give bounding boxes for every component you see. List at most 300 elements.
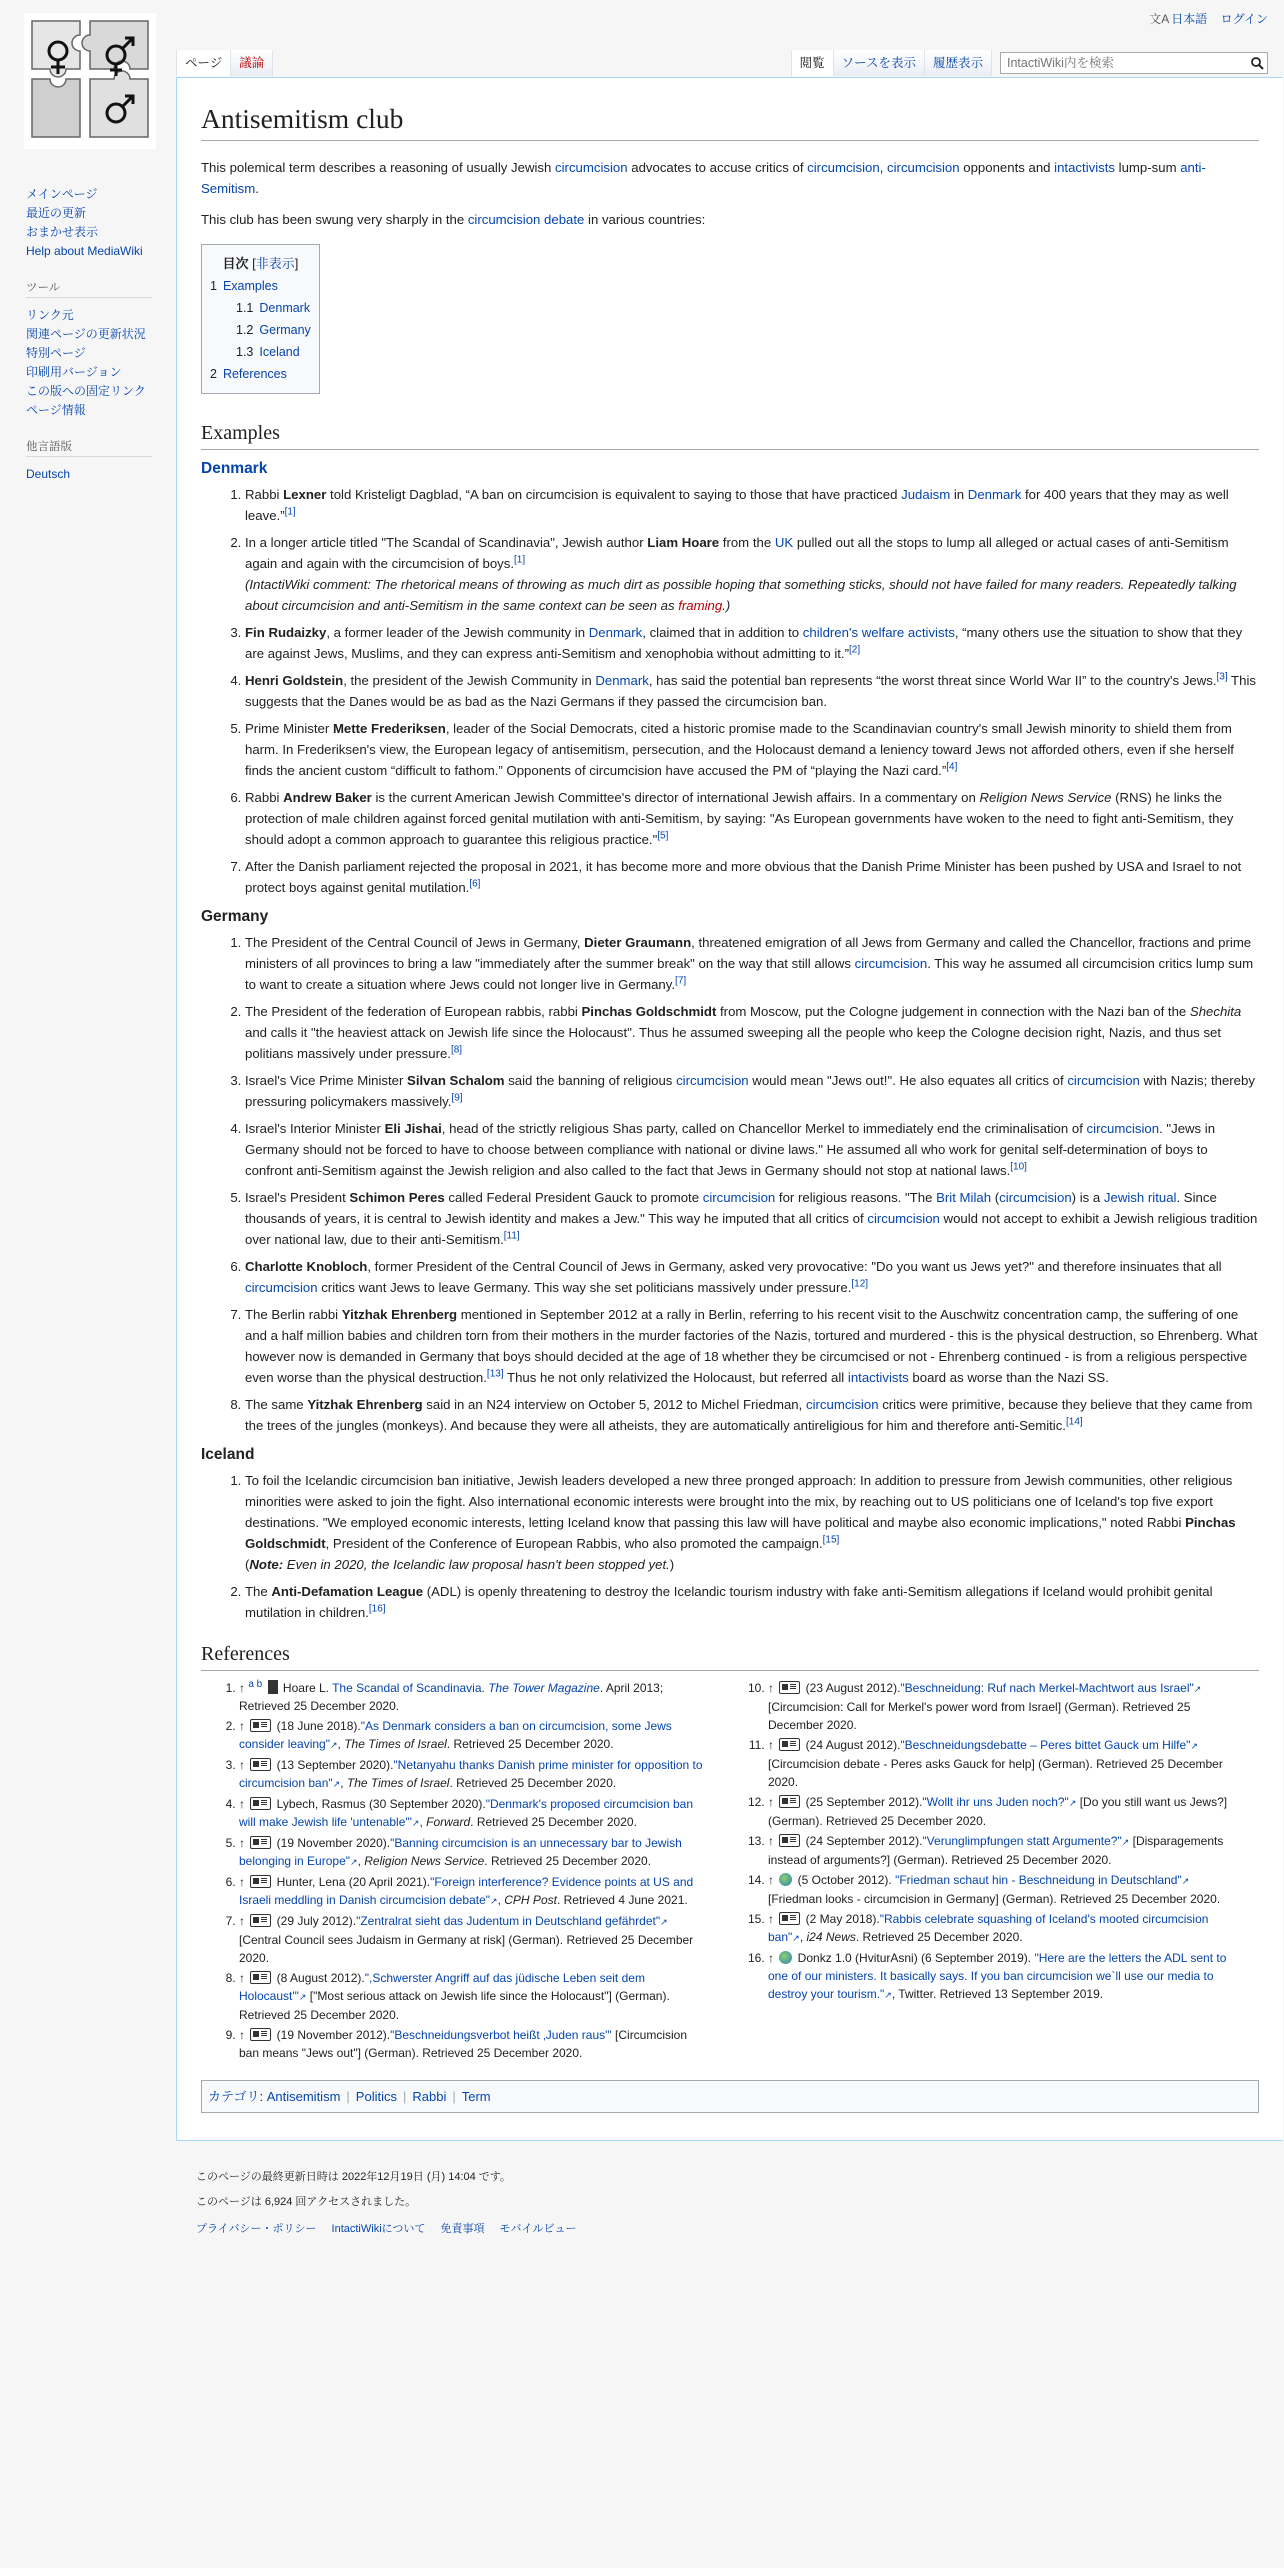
wiki-link[interactable]: circumcision xyxy=(854,956,928,971)
wiki-link[interactable]: circumcision xyxy=(555,160,628,175)
citation-link[interactable]: a b xyxy=(248,1679,263,1690)
external-link-icon: ↗ xyxy=(1181,1876,1190,1886)
external-link-icon: ↗ xyxy=(332,1779,341,1789)
text-run: said the banning of religious xyxy=(504,1073,677,1088)
citation-link[interactable]: [12] xyxy=(851,1278,869,1290)
text-run: , has said the potential ban represents “the worst threat since World War II” to the country's Jews. xyxy=(648,673,1217,688)
newspaper-icon xyxy=(250,1875,271,1888)
text-run: (23 August 2012). xyxy=(802,1681,901,1695)
text-run: Dieter Graumann xyxy=(584,935,692,950)
text-run: Yitzhak Ehrenberg xyxy=(307,1397,423,1412)
book-icon xyxy=(268,1680,278,1694)
text-run: Lybech, Rasmus (30 September 2020). xyxy=(273,1797,486,1811)
sidebar-item-special-pages[interactable]: 特別ページ xyxy=(26,346,86,360)
site-logo[interactable] xyxy=(24,13,156,149)
external-link-icon: ↗ xyxy=(1190,1741,1198,1751)
text-run: . Retrieved 25 December 2020. xyxy=(470,1815,637,1829)
text-run: ↑ xyxy=(239,1875,249,1889)
sidebar-item-printable[interactable]: 印刷用バージョン xyxy=(26,365,122,379)
newspaper-icon xyxy=(250,1836,271,1849)
text-run: Henri Goldstein xyxy=(245,673,344,688)
text-run: Liam Hoare xyxy=(647,535,720,550)
wiki-link[interactable]: UK xyxy=(774,535,794,550)
wiki-link[interactable]: "Rabbis celebrate squashing of Iceland's mooted circumcision ban" xyxy=(768,1912,1209,1944)
toc-entry[interactable] xyxy=(210,297,311,319)
text-run: , former President of the Central Council of Jews in Germany, asked very provocative: "Do you want us Jews yet?" and therefore insinuates that all xyxy=(367,1259,1222,1274)
text-run: critics want Jews to leave Germany. This way she set politicians massively under pressure. xyxy=(317,1280,852,1295)
text-run: , head of the strictly religious Shas party, called on Chancellor Merkel to immediately end the criminalisation of xyxy=(441,1121,1087,1136)
text-run: Rabbi xyxy=(245,487,284,502)
text-run: , xyxy=(497,1893,505,1907)
text-run: Note: xyxy=(249,1557,284,1572)
wiki-link[interactable]: "Beschneidungsdebatte – Peres bittet Gauck um Hilfe" xyxy=(900,1738,1191,1752)
text-run: ↑ xyxy=(768,1873,778,1887)
text-run: Silvan Schalom xyxy=(407,1073,505,1088)
reference-item xyxy=(239,1679,710,1715)
external-link-icon: ↗ xyxy=(411,1818,420,1828)
sidebar-item-page-info[interactable]: ページ情報 xyxy=(26,403,86,417)
sidebar-item-related-changes[interactable]: 関連ページの更新状況 xyxy=(26,327,146,341)
external-link-icon: ↗ xyxy=(884,1990,892,2000)
text-run: [Circumcision: Call for Merkel's power word from Israel] (German). Retrieved 25 December 2020. xyxy=(768,1700,1191,1732)
newspaper-icon xyxy=(250,1971,271,1984)
text-run: in xyxy=(950,487,968,502)
toc-number: 1 xyxy=(210,279,217,293)
text-run: To foil the Icelandic circumcision ban initiative, Jewish leaders developed a new three pronged approach: In addition to pressure from Jewish communities, other religious minorities were asked to join the fight. Also international economic interests were brought into the mix, by reaching out to US politicians one of Iceland's top five export destinations. "We employed economic interests, letting Iceland know that passing this law will have political and maybe also economic implications," noted Rabbi xyxy=(245,1473,1233,1530)
text-run: Schimon Peres xyxy=(349,1190,445,1205)
globe-icon xyxy=(779,1873,792,1886)
text-run: This polemical term describes a reasoning of usually Jewish xyxy=(201,160,556,175)
wiki-link[interactable]: "Banning circumcision is an unnecessary bar to Jewish belonging in Europe" xyxy=(239,1836,682,1868)
text-run: CPH Post xyxy=(504,1893,557,1907)
text-run: , xyxy=(337,1737,345,1751)
text-run: , xyxy=(357,1854,365,1868)
sidebar-item-recent-changes[interactable]: 最近の更新 xyxy=(26,206,87,220)
text-run: Thus he not only relativized the Holocaust, but referred all xyxy=(503,1370,848,1385)
wiki-link[interactable]: "Wollt ihr uns Juden noch?" xyxy=(922,1795,1069,1809)
search-button[interactable] xyxy=(1247,53,1267,73)
list-item xyxy=(245,856,1259,898)
text-run: Anti-Defamation League xyxy=(271,1584,424,1599)
text-run: ( xyxy=(991,1190,1000,1205)
intro-paragraph-2 xyxy=(201,209,1259,230)
text-run: . Retrieved 25 December 2020. xyxy=(855,1930,1023,1944)
reference-item xyxy=(239,1912,710,1967)
list-item xyxy=(245,1581,1259,1623)
text-run: , a former leader of the Jewish community in xyxy=(326,625,589,640)
text-run: This club has been swung very sharply in the xyxy=(201,212,468,227)
tab-history[interactable]: 履歴表示 xyxy=(924,50,992,76)
newspaper-icon xyxy=(779,1795,800,1808)
category-link[interactable]: Politics xyxy=(355,2089,397,2104)
text-run: . April 2013; Retrieved 25 December 2020. xyxy=(239,1681,664,1713)
citation-link[interactable]: [5] xyxy=(657,830,669,842)
wiki-link[interactable]: circumcision xyxy=(805,1397,879,1412)
wiki-link[interactable]: "Beschneidungsverbot heißt ‚Juden raus'" xyxy=(390,2028,612,2042)
footer-link-mobile-view[interactable]: モバイルビュー xyxy=(499,2223,577,2235)
list-item xyxy=(245,622,1259,664)
toc-number: 1.1 xyxy=(236,301,254,315)
wiki-link-missing[interactable]: framing xyxy=(678,598,723,613)
text-run: Charlotte Knobloch xyxy=(245,1259,368,1274)
wiki-link[interactable]: Jewish ritual xyxy=(1103,1190,1177,1205)
footer-link-disclaimers[interactable]: 免責事項 xyxy=(440,2223,485,2235)
text-run: with Nazis; thereby pressuring policymakers massively. xyxy=(245,1073,1255,1109)
namespace-tabs xyxy=(176,50,273,76)
text-run: (24 September 2012). xyxy=(802,1834,923,1848)
text-run: . Retrieved 4 June 2021. xyxy=(556,1893,688,1907)
wiki-link[interactable]: circumcision xyxy=(702,1190,776,1205)
text-run: ↑ xyxy=(239,1719,249,1733)
list-item xyxy=(245,1394,1259,1436)
sidebar-tools xyxy=(26,279,166,420)
list-item xyxy=(245,670,1259,712)
reference-item xyxy=(768,1832,1239,1869)
toc-entry[interactable] xyxy=(210,319,311,341)
content-area xyxy=(176,77,1283,2141)
text-run: This suggests that the Danes would be as bad as the Nazi Germans if they passed the circumcision ban. xyxy=(245,673,1256,709)
wiki-link[interactable]: "As Denmark considers a ban on circumcision, some Jews consider leaving" xyxy=(239,1719,672,1751)
wiki-link[interactable]: circumcision xyxy=(1086,1121,1160,1136)
text-run: from the xyxy=(719,535,775,550)
reference-item xyxy=(239,1969,710,2024)
toc-list xyxy=(210,275,311,385)
text-run: pulled out all the stops to lump all alleged or actual cases of anti-Semitism again and again with the circumcision of boys. xyxy=(245,535,1229,571)
text-run: ↑ xyxy=(239,1758,249,1772)
text-run: for religious reasons. "The xyxy=(775,1190,937,1205)
sidebar-item-permalink[interactable]: この版への固定リンク xyxy=(26,384,146,398)
search-icon xyxy=(1251,57,1264,70)
section-list xyxy=(201,484,1259,898)
citation-link[interactable]: [6] xyxy=(469,878,481,890)
text-run: The same xyxy=(245,1397,308,1412)
wiki-link[interactable]: Denmark xyxy=(967,487,1022,502)
category-separator: | xyxy=(452,2089,456,2104)
toc-link[interactable]: Iceland xyxy=(259,345,300,359)
citation-link[interactable]: [4] xyxy=(946,761,958,773)
text-run: Fin Rudaizky xyxy=(245,625,327,640)
references-list xyxy=(201,1679,1259,2064)
text-run: . Since thousands of years, it is central to Jewish identity and makes a Jew." This way he imputed that all critics of xyxy=(245,1190,1217,1226)
external-link-icon: ↗ xyxy=(490,1896,498,1906)
text-run: Eli Jishai xyxy=(384,1121,442,1136)
text-run: is the current American Jewish Committee's director of international Jewish affairs. In a commentary on xyxy=(371,790,980,805)
text-run: The President of the federation of European rabbis, rabbi xyxy=(245,1004,582,1019)
toc-entry[interactable] xyxy=(210,363,311,385)
text-run: [Do you still want us Jews?] (German). Retrieved 25 December 2020. xyxy=(768,1795,1228,1828)
tab-view-source[interactable]: ソースを表示 xyxy=(833,50,924,76)
text-run: told Kristeligt Dagblad, “A ban on circumcision is equivalent to saying to those that have practiced xyxy=(326,487,902,502)
category-link[interactable]: Term xyxy=(461,2089,491,2104)
text-run: The Times of Israel xyxy=(344,1737,447,1751)
text-run: ↑ xyxy=(768,1951,778,1965)
categories-label[interactable]: カテゴリ xyxy=(208,2089,260,2104)
text-run: [Disparagements instead of arguments?] (German). Retrieved 25 December 2020. xyxy=(768,1834,1224,1867)
category-link[interactable]: Rabbi xyxy=(412,2089,447,2104)
text-run: [Circumcision debate - Peres asks Gauck for help] (German). Retrieved 25 December 2020. xyxy=(768,1757,1223,1789)
toc-number: 1.3 xyxy=(236,345,254,359)
text-run: , xyxy=(419,1815,427,1829)
text-run: (IntactiWiki comment: The rhetorical means of throwing as much dirt as possible hoping that something sticks, should not have failed for many readers. Repeatedly talking about circumcision and anti-Semitism in the same context can be seen as xyxy=(245,577,1237,613)
wiki-link[interactable]: circumcision xyxy=(807,160,880,175)
reference-item xyxy=(239,1795,710,1832)
table-of-contents xyxy=(201,244,320,394)
text-run: [Friedman looks - circumcision in Germany] (German). Retrieved 25 December 2020. xyxy=(768,1892,1221,1906)
sidebar-item-main-page[interactable]: メインページ xyxy=(26,187,98,201)
text-run: The President of the Central Council of Jews in Germany, xyxy=(245,935,585,950)
category-link[interactable]: Antisemitism xyxy=(266,2089,341,2104)
tab-read[interactable]: 閲覧 xyxy=(791,50,833,76)
search-input[interactable] xyxy=(1001,56,1247,70)
language-link[interactable]: 日本語 xyxy=(1171,12,1208,26)
list-item xyxy=(245,1256,1259,1298)
wiki-link[interactable]: circumcision xyxy=(245,1280,318,1295)
wiki-link[interactable]: "Zentralrat sieht das Judentum in Deutschland gefährdet" xyxy=(356,1914,661,1928)
section-heading: Germany xyxy=(201,908,269,925)
citation-link[interactable]: [14] xyxy=(1065,1416,1083,1428)
text-run: opponents and xyxy=(959,160,1055,175)
text-run: The Times of Israel xyxy=(346,1776,450,1790)
wiki-link[interactable]: Denmark xyxy=(595,673,649,688)
external-link-icon: ↗ xyxy=(660,1917,668,1927)
sidebar-navigation xyxy=(26,185,166,261)
wiki-link[interactable]: "Here are the letters the ADL sent to one of our ministers. It basically says. If you ban circumcision we`ll use our media to destroy your tourism." xyxy=(768,1951,1227,2001)
text-run: . This way he assumed all circumcision critics lump sum to want to create a situation where Jews could not longer live in Germany. xyxy=(245,956,1254,992)
external-link-icon: ↗ xyxy=(350,1857,358,1867)
wiki-link[interactable]: Judaism xyxy=(901,487,951,502)
reference-item xyxy=(239,2026,710,2062)
wiki-link[interactable]: anti-Semitism xyxy=(201,160,1206,196)
footer-view-count: このページは 6,924 回アクセスされました。 xyxy=(196,2196,417,2208)
wiki-link[interactable]: "Denmark's proposed circumcision ban will make Jewish life 'untenable'" xyxy=(239,1797,693,1829)
citation-link[interactable]: [16] xyxy=(368,1603,386,1615)
wiki-link[interactable]: "Verunglimpfungen statt Argumente?" xyxy=(922,1834,1122,1848)
text-run: Israel's Interior Minister xyxy=(245,1121,385,1136)
external-link-icon: ↗ xyxy=(1121,1837,1130,1847)
text-run: . Retrieved 25 December 2020. xyxy=(484,1854,652,1868)
external-link-icon: ↗ xyxy=(298,1992,307,2002)
reference-item xyxy=(239,1834,710,1871)
text-run: would not accept to exhibit a Jewish religious tradition over national law, due to their anti-Semitism. xyxy=(245,1211,1258,1247)
reference-item xyxy=(768,1679,1239,1734)
text-run: [Central Council sees Judaism in Germany at risk] (German). Retrieved 25 December 2020. xyxy=(239,1933,694,1965)
newspaper-icon xyxy=(779,1912,800,1925)
text-run: in various countries: xyxy=(584,212,706,227)
text-run: ↑ xyxy=(768,1912,778,1926)
newspaper-icon xyxy=(779,1681,800,1694)
toc-entry[interactable] xyxy=(210,275,311,297)
text-run: Religion News Service xyxy=(364,1854,485,1868)
text-run: advocates to accuse critics of xyxy=(627,160,808,175)
citation-link[interactable]: [9] xyxy=(451,1092,463,1104)
tab-page[interactable]: ページ xyxy=(176,50,230,76)
text-run: would mean "Jews out!". He also equates all critics of xyxy=(748,1073,1068,1088)
newspaper-icon xyxy=(250,2028,271,2041)
citation-link[interactable]: [13] xyxy=(486,1368,504,1380)
newspaper-icon xyxy=(250,1914,271,1927)
list-item xyxy=(245,787,1259,850)
category-separator: | xyxy=(402,2089,407,2104)
text-run: board as worse than the Nazi SS. xyxy=(908,1370,1109,1385)
text-run: ↑ xyxy=(239,1836,249,1850)
tab-talk[interactable]: 議論 xyxy=(230,50,273,76)
text-run: i24 News xyxy=(806,1930,856,1944)
text-run: ↑ xyxy=(768,1681,778,1695)
text-run: Yitzhak Ehrenberg xyxy=(341,1307,458,1322)
text-run: from Moscow, put the Cologne judgement in connection with the Nazi ban of the xyxy=(716,1004,1190,1019)
sidebar-item-random-page[interactable]: おまかせ表示 xyxy=(26,225,99,239)
sidebar-languages xyxy=(26,438,166,484)
list-item xyxy=(245,1470,1259,1575)
toc-link[interactable]: References xyxy=(222,367,287,381)
references-heading: References xyxy=(201,1641,1259,1671)
wiki-link[interactable]: circumcision xyxy=(999,1190,1072,1205)
text-run: critics were primitive, because they believe that they came from the trees of the jungles (monkeys). And because they were all atheists, they are automatically antireligious for him and therefore anti-Semitic. xyxy=(245,1397,1253,1433)
wiki-link[interactable]: circumcision xyxy=(676,1073,749,1088)
section-list xyxy=(201,1470,1259,1623)
text-run xyxy=(262,1681,265,1695)
text-run: Pinchas Goldschmidt xyxy=(581,1004,717,1019)
citation-link[interactable]: [15] xyxy=(822,1534,840,1546)
text-run: (13 September 2020). xyxy=(273,1758,394,1772)
toc-link[interactable]: Examples xyxy=(222,279,278,293)
text-run: Israel's President xyxy=(245,1190,350,1205)
text-run: (29 July 2012). xyxy=(273,1914,357,1928)
wiki-link[interactable]: "Foreign interference? Evidence points at US and Israeli meddling in Danish circumcision debate" xyxy=(239,1875,694,1907)
text-run: , President of the Conference of European Rabbis, who also promoted the campaign. xyxy=(325,1536,823,1551)
list-item xyxy=(245,484,1259,526)
example-sections xyxy=(201,458,1259,1623)
text-run: Donkz 1.0 (HviturAsni) (6 September 2019). xyxy=(794,1951,1035,1965)
text-run: (8 August 2012). xyxy=(273,1971,365,1985)
text-run: ↑ xyxy=(239,1914,249,1928)
toc-number: 1.2 xyxy=(236,323,254,337)
sidebar-item-help[interactable]: Help about MediaWiki xyxy=(26,244,143,258)
text-run: After the Danish parliament rejected the proposal in 2021, it has become more and more obvious that the Danish Prime Minister has been pushed by USA and Israel to not protect boys against genital mutilation. xyxy=(245,859,1242,895)
footer-link-about[interactable]: IntactiWikiについて xyxy=(331,2223,426,2235)
list-item xyxy=(245,718,1259,781)
sidebar-languages-heading: 他言語版 xyxy=(26,438,152,457)
wiki-link[interactable]: "Beschneidung: Ruf nach Merkel-Machtwort aus Israel" xyxy=(900,1681,1194,1695)
text-run: , xyxy=(799,1930,807,1944)
language-icon: 文A xyxy=(1149,12,1170,26)
citation-link[interactable]: [10] xyxy=(1010,1161,1027,1173)
footer-last-modified: このページの最終更新日時は 2022年12月19日 (月) 14:04 です。 xyxy=(196,2171,511,2183)
citation-link[interactable]: [2] xyxy=(849,644,861,656)
text-run: Mette Frederiksen xyxy=(332,721,446,736)
text-run: , leader of the Social Democrats, cited a historic promise made to the Scandinavian country's small Jewish minority to shield them from harm. In Frederiksen's view, the European legacy of antisemitism, persecution, and the Holocaust demand a leniency toward Jews not afforded others, even if she herself finds the ancient custom “difficult to fathom.” Opponents of circumcision have accused the PM of “playing the Nazi card.” xyxy=(245,721,1234,778)
sidebar-item-deutsch[interactable]: Deutsch xyxy=(26,467,71,481)
text-run: ) is a xyxy=(1071,1190,1104,1205)
view-tabs xyxy=(791,50,1268,76)
text-run: In a longer article titled "The Scandal of Scandinavia", Jewish author xyxy=(245,535,648,550)
personal-tools xyxy=(1139,10,1268,27)
text-run: , Twitter. Retrieved 13 September 2019. xyxy=(891,1987,1104,2001)
text-run: mentioned in September 2012 at a rally in Berlin, referring to his recent visit to the Auschwitz concentration camp, the suffering of one and a half million babies and children torn from their mothers in the murder factories of the Nazis, tortured and murdered - this is the physical destruction, so Ehrenberg. What however now is demanded in Germany that boys should decided at the age of 18 whether they be circumcised or not - Ehrenberg continued - is from a religious perspective even worse than the physical destruction. xyxy=(245,1307,1258,1385)
toc-link[interactable]: Denmark xyxy=(259,301,311,315)
text-run: called Federal President Gauck to promote xyxy=(444,1190,703,1205)
text-run: and calls it "the heaviest attack on Jewish life since the Holocaust". Thus he assumed sweeping all the people who keep the Cologne decision right, Nazis, and thus set politians massively under pressure. xyxy=(245,1025,1222,1061)
text-run: said in an N24 interview on October 5, 2012 to Michel Friedman, xyxy=(422,1397,806,1412)
wiki-link[interactable]: "Netanyahu thanks Danish prime minister for opposition to circumcision ban" xyxy=(239,1758,703,1790)
external-link-icon: ↗ xyxy=(792,1933,800,1943)
wiki-link[interactable]: circumcision xyxy=(1067,1073,1140,1088)
newspaper-icon xyxy=(779,1834,800,1847)
reference-item xyxy=(239,1873,710,1910)
text-run: Andrew Baker xyxy=(283,790,372,805)
wiki-link[interactable]: circumcision xyxy=(867,1211,940,1226)
citation-link[interactable]: [3] xyxy=(1216,671,1228,683)
toc-entry[interactable] xyxy=(210,341,311,363)
citation-link[interactable]: [1] xyxy=(284,506,296,518)
text-run: [Circumcision ban means "Jews out"] (German). Retrieved 25 December 2020. xyxy=(239,2028,688,2060)
text-run: ↑ xyxy=(768,1795,778,1809)
citation-link[interactable]: [7] xyxy=(675,975,687,987)
text-run: Lexner xyxy=(283,487,327,502)
text-run: , the president of the Jewish Community in xyxy=(343,673,596,688)
text-run: The Berlin rabbi xyxy=(245,1307,342,1322)
wiki-link[interactable]: Denmark xyxy=(588,625,643,640)
text-run: (5 October 2012). xyxy=(794,1873,896,1887)
intro-paragraph-1 xyxy=(201,157,1259,199)
list-item xyxy=(245,532,1259,616)
text-run: . Retrieved 25 December 2020. xyxy=(446,1737,614,1751)
wiki-link[interactable]: The Tower Magazine xyxy=(488,1681,600,1695)
text-run: (ADL) is openly threatening to destroy the Icelandic tourism industry with fake anti-Semitism allegations if Iceland would prohibit genital mutilation in children. xyxy=(245,1584,1213,1620)
text-run: lump-sum xyxy=(1115,160,1181,175)
wiki-link[interactable]: circumcision xyxy=(887,160,960,175)
text-run: ( xyxy=(245,1557,250,1572)
list-item xyxy=(245,1001,1259,1064)
citation-link[interactable]: [11] xyxy=(503,1230,520,1242)
login-link[interactable]: ログイン xyxy=(1220,12,1268,26)
text-run: , “many others use the situation to show that they are against Jews, Muslims, and they can express anti-Semitism and xenophobia without admitting to it.” xyxy=(245,625,1243,661)
external-link-icon: ↗ xyxy=(329,1740,338,1750)
list-item xyxy=(245,1187,1259,1250)
toc-link[interactable]: Germany xyxy=(259,323,311,337)
wiki-link[interactable]: ",Schwerster Angriff auf das jüdische Leben seit dem Holocaust'" xyxy=(239,1971,645,2003)
toc-number: 2 xyxy=(210,367,217,381)
text-run: (18 June 2018). xyxy=(273,1719,361,1733)
category-separator: | xyxy=(346,2089,350,2104)
wiki-link[interactable]: intactivists xyxy=(847,1370,909,1385)
wiki-link[interactable]: children's welfare activists xyxy=(802,625,955,640)
reference-item xyxy=(768,1949,1239,2004)
wiki-link[interactable]: The Scandal of Scandinavia xyxy=(332,1681,482,1695)
section-heading: Denmark xyxy=(201,460,268,477)
wiki-link[interactable]: "Friedman schaut hin - Beschneidung in Deutschland" xyxy=(895,1873,1182,1887)
text-run: ) xyxy=(669,1557,675,1572)
text-run: , xyxy=(879,160,888,175)
wiki-link[interactable]: intactivists xyxy=(1054,160,1115,175)
toc-hide-link[interactable]: 非表示 xyxy=(255,256,295,271)
newspaper-icon xyxy=(250,1797,271,1810)
citation-link[interactable]: [1] xyxy=(514,554,526,566)
wiki-link[interactable]: circumcision debate xyxy=(467,212,585,227)
wiki-link[interactable]: Brit Milah xyxy=(936,1190,992,1205)
sidebar-item-what-links-here[interactable]: リンク元 xyxy=(26,308,74,322)
text-run: for 400 years that they may as well leave.” xyxy=(245,487,1229,523)
text-run: (2 May 2018). xyxy=(802,1912,880,1926)
list-item xyxy=(245,1304,1259,1388)
footer-link-privacy[interactable]: プライバシー・ポリシー xyxy=(196,2223,317,2235)
text-run: . "Jews in Germany should not be forced to have to choose between compliance with national or divine laws." He assumed all who work for genital self-determination of boys to confront anti-Semitism against the Jewish religion and also called to the fact that Jews in Germany should not stop at national laws. xyxy=(245,1121,1216,1178)
text-run: ["Most serious attack on Jewish life since the Holocaust"] (German). Retrieved 25 December 2020. xyxy=(239,1989,670,2022)
footer-links xyxy=(196,2220,589,2239)
reference-item xyxy=(239,1756,710,1793)
citation-link[interactable]: [8] xyxy=(450,1044,463,1056)
text-run: (19 November 2012). xyxy=(273,2028,391,2042)
